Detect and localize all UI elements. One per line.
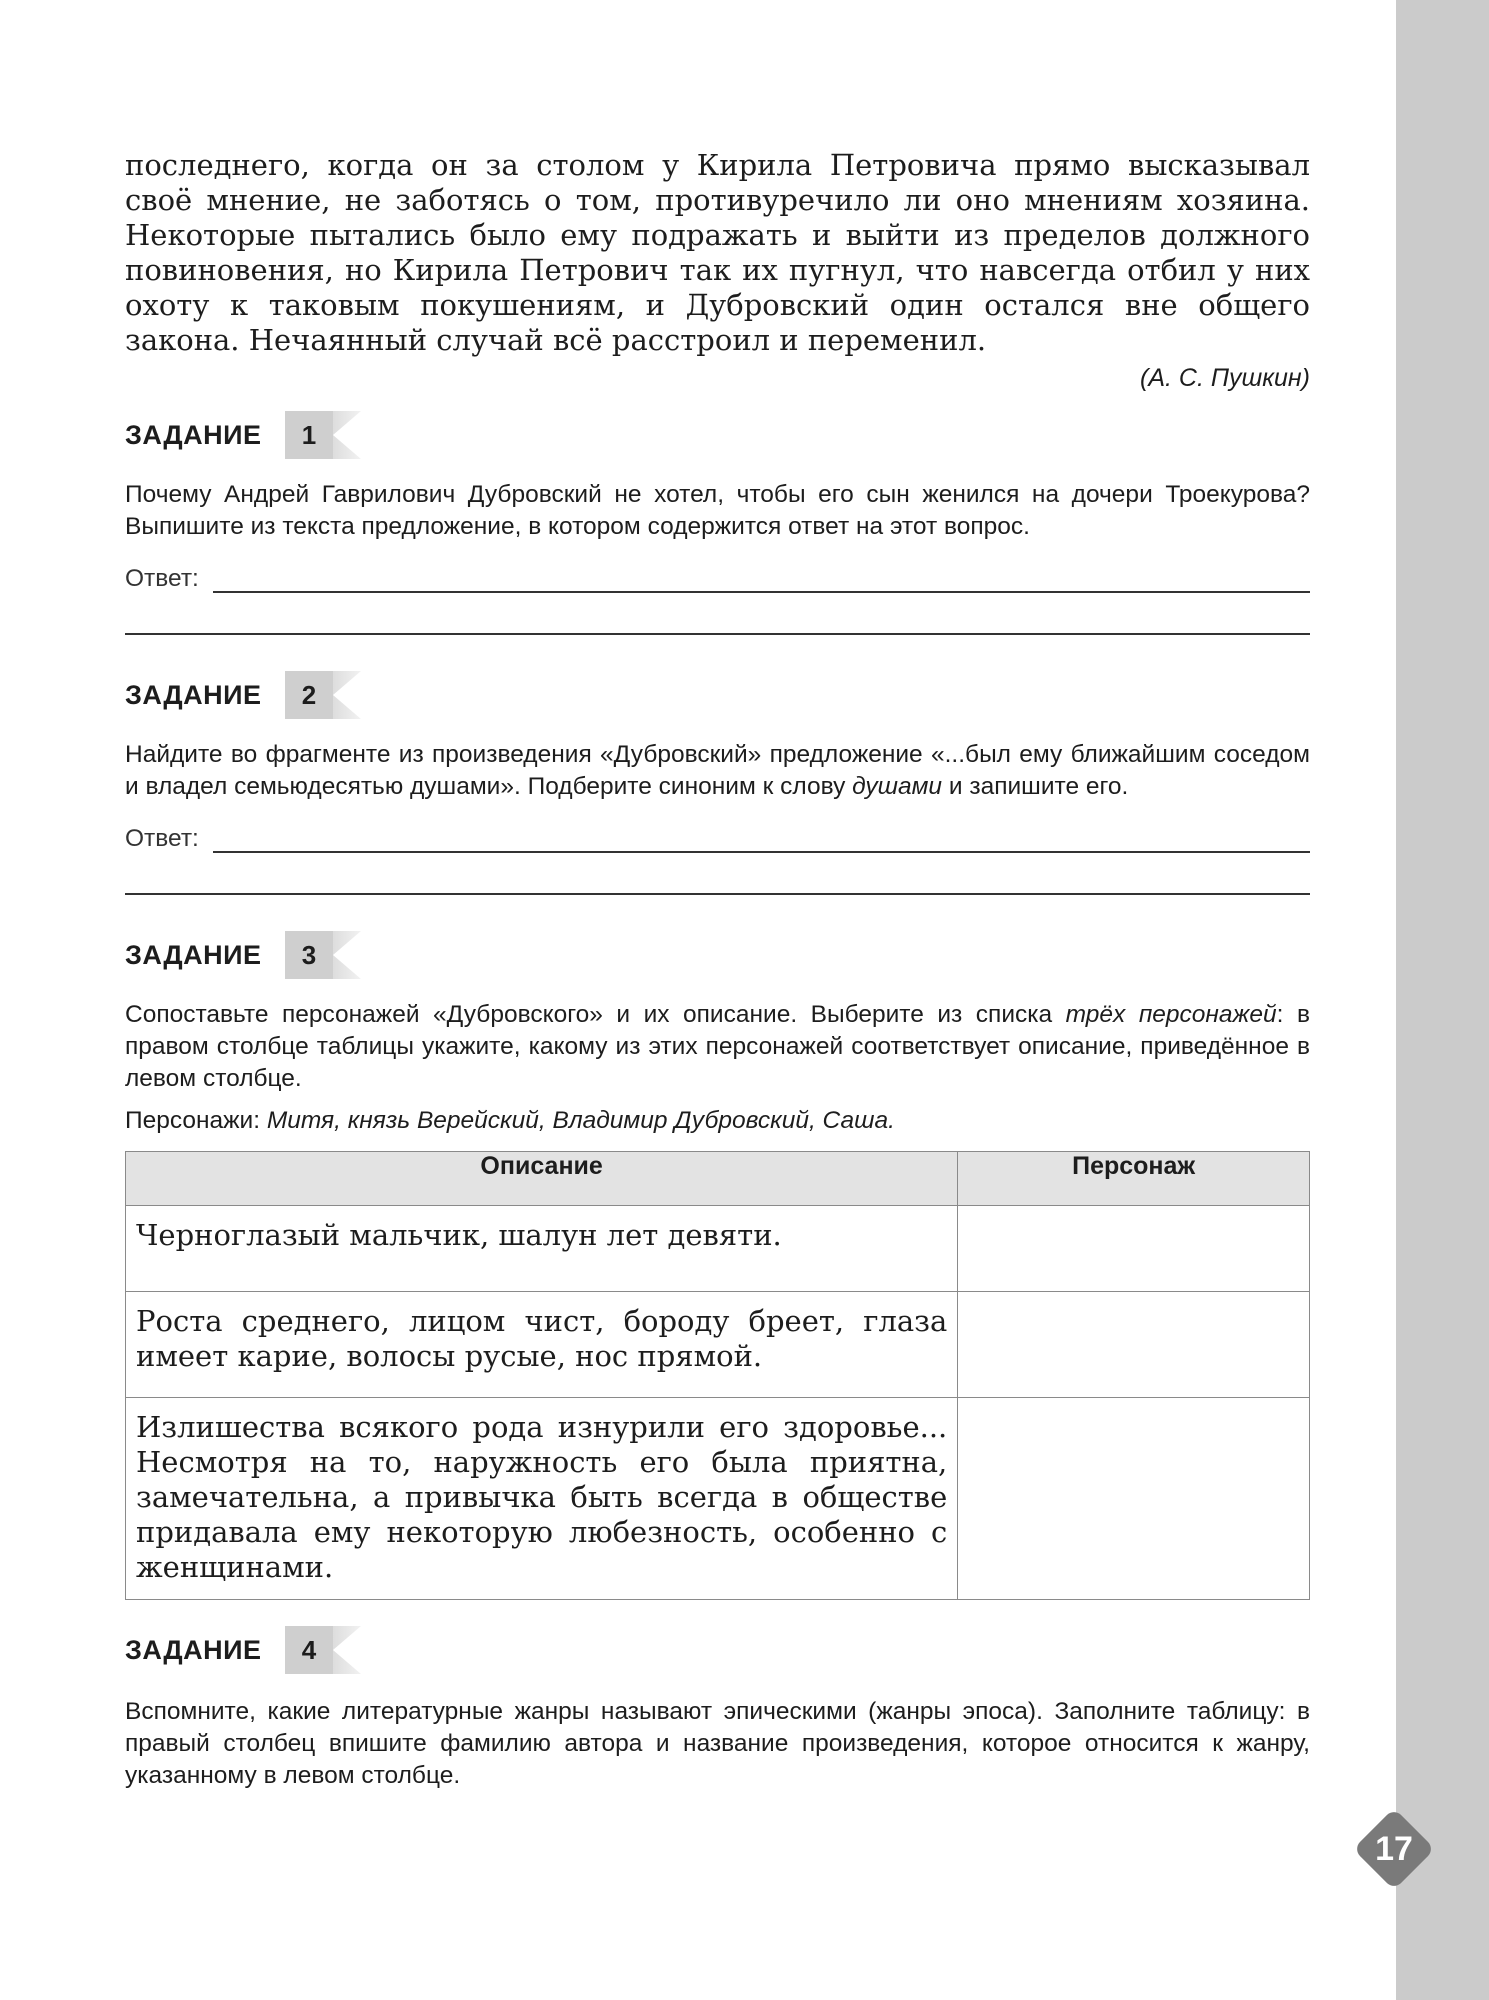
table-row [126, 1398, 1310, 1600]
task-3-characters-label: Персонажи: [125, 1107, 267, 1134]
task-3-text-after: : в правом столбце таблицы укажите, какому из этих персонажей соответствует описание, приведённое в левом столбце. [125, 1001, 1310, 1092]
task-1-number: 1 [301, 420, 317, 450]
task-4-number-badge [285, 1626, 405, 1674]
table-cell-description: Излишества всякого рода изнурили его здоровье... Несмотря на то, наружность его была приятна, замечательна, а привычка быть всегда в обществе придавала ему некоторую любезность, особенно с женщинами. [126, 1398, 958, 1600]
table-header-character: Персонаж [958, 1152, 1310, 1206]
page-content [125, 148, 1310, 1792]
task-2-header [125, 671, 1310, 719]
table-cell-character-input[interactable] [958, 1292, 1310, 1398]
task-4-text: Вспомните, какие литературные жанры называют эпическими (жанры эпоса). Заполните таблицу: в правый столбец впишите фамилию автора и название произведения, которое относится к жанру, указанному в левом столбце. [125, 1698, 1310, 1789]
task-1-answer-line[interactable] [125, 565, 1310, 593]
table-header-row [126, 1152, 1310, 1206]
table-row [126, 1292, 1310, 1398]
task-4-number: 4 [301, 1635, 317, 1665]
table-cell-description: Роста среднего, лицом чист, бороду бреет, глаза имеет карие, волосы русые, нос прямой. [126, 1292, 958, 1398]
page-side-strip [1396, 0, 1489, 2000]
page-number-badge [1353, 1808, 1435, 1890]
task-3-table [125, 1151, 1310, 1600]
table-cell-character-input[interactable] [958, 1206, 1310, 1292]
task-2-label: ЗАДАНИЕ [125, 679, 262, 710]
task-3-text [125, 999, 1310, 1095]
page-number: 17 [1375, 1830, 1413, 1868]
task-3-label: ЗАДАНИЕ [125, 939, 262, 970]
task-1-text: Почему Андрей Гаврилович Дубровский не хотел, чтобы его сын женился на дочери Троекурова? Выпишите из текста предложение, в котором содержится ответ на этот вопрос. [125, 481, 1310, 540]
task-2-answer-line[interactable] [125, 825, 1310, 853]
table-cell-character-input[interactable] [958, 1398, 1310, 1600]
task-3-text-before: Сопоставьте персонажей «Дубровского» и их описание. Выберите из списка [125, 1001, 1066, 1028]
task-4-label: ЗАДАНИЕ [125, 1634, 262, 1665]
task-3-number: 3 [301, 940, 317, 970]
task-1-answer-rule-2[interactable] [125, 633, 1310, 635]
task-2-answer-label: Ответ: [125, 825, 199, 852]
task-1-header [125, 411, 1310, 459]
task-2-text-before: Найдите во фрагменте из произведения «Дубровский» предложение «...был ему ближайшим соседом и владел семьюдесятью душами». Подберите синоним к слову [125, 741, 1310, 800]
task-3-number-badge [285, 931, 405, 979]
task-3-text-italic: трёх персонажей [1065, 1001, 1277, 1028]
table-row [126, 1206, 1310, 1292]
excerpt-paragraph: последнего, когда он за столом у Кирила Петровича прямо высказывал своё мнение, не заботясь о том, противуречило ли оно мнениям хозяина. Некоторые пытались было ему подражать и выйти из пределов должного повиновения, но Кирила Петрович так их пугнул, что навсегда отбил у них охоту к таковым покушениям, и Дубровский один остался вне общего закона. Нечаянный случай всё расстроил и переменил. [125, 148, 1310, 357]
task-1-number-badge [285, 411, 405, 459]
task-3-header [125, 931, 1310, 979]
task-1-label: ЗАДАНИЕ [125, 419, 262, 450]
task-3-characters [125, 1105, 1310, 1137]
task-1-answer-label: Ответ: [125, 565, 199, 592]
task-2-answer-rule[interactable] [213, 833, 1310, 853]
task-2-answer-rule-2[interactable] [125, 893, 1310, 895]
task-2-text [125, 739, 1310, 803]
task-3-characters-list: Митя, князь Верейский, Владимир Дубровский, Саша. [266, 1107, 895, 1134]
table-cell-description: Черноглазый мальчик, шалун лет девяти. [126, 1206, 958, 1292]
task-2-number: 2 [301, 680, 317, 710]
task-2-text-after: и запишите его. [942, 773, 1129, 800]
excerpt-author: (А. С. Пушкин) [1140, 364, 1310, 392]
task-4-header [125, 1626, 1310, 1674]
table-header-description: Описание [126, 1152, 958, 1206]
task-1-answer-rule[interactable] [213, 573, 1310, 593]
task-2-text-italic: душами [852, 773, 943, 800]
task-2-number-badge [285, 671, 405, 719]
